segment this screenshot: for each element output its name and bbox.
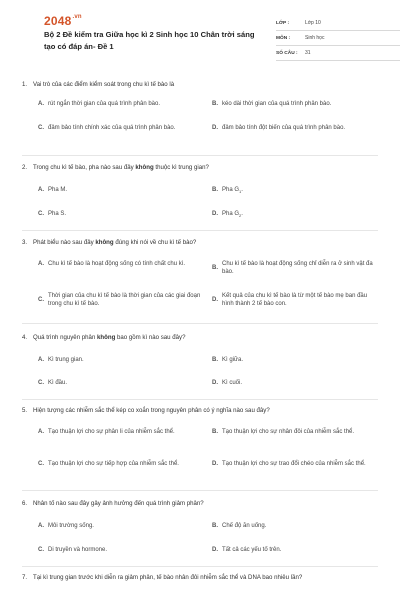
question-7 <box>22 574 378 583</box>
option-1c[interactable]: C. đảm bảo tính chính xác của quá trình phân bào. <box>38 125 176 131</box>
option-3d[interactable]: D. Kết quả của chu kì tế bào là từ một tế bào mẹ ban đầu hình thành 2 tế bào con. <box>212 293 368 308</box>
meta-value: Lớp 10 <box>305 20 321 26</box>
option-5a[interactable]: A. Tạo thuận lợi cho sự phân li của nhiễm sắc thể. <box>38 429 175 435</box>
question-6 <box>22 500 378 509</box>
meta-row-count <box>276 46 400 61</box>
option-5c[interactable]: C. Tạo thuận lợi cho sự tiếp hợp của nhiễm sắc thể. <box>38 461 179 467</box>
option-4d[interactable]: D. Kì cuối. <box>212 380 243 386</box>
site-logo[interactable]: $2048^{.vn}$ <box>44 14 82 28</box>
option-5d[interactable]: D. Tạo thuận lợi cho sự trao đổi chéo của nhiễm sắc thể. <box>212 461 366 467</box>
question-divider <box>22 490 378 491</box>
option-3b[interactable]: B. Chu kì tế bào là hoạt động sống chỉ diễn ra ở sinh vật đa bào. <box>212 261 373 276</box>
option-2c[interactable]: C. Pha S. <box>38 211 67 217</box>
question-number: 7. <box>22 574 28 581</box>
option-4a[interactable]: A. Kì trung gian. <box>38 357 84 363</box>
question-divider <box>22 230 378 231</box>
option-6d[interactable]: D. Tất cả các yếu tố trên. <box>212 547 282 553</box>
question-number: 1. <box>22 81 28 88</box>
meta-label: LỚP : <box>276 20 290 26</box>
question-number: 3. <box>22 239 28 246</box>
question-divider <box>22 155 378 156</box>
option-1a[interactable]: A. rút ngắn thời gian của quá trình phân bào. <box>38 101 161 107</box>
question-5 <box>22 407 378 416</box>
question-4 <box>22 334 378 343</box>
question-divider <box>22 399 378 400</box>
option-1b[interactable]: B. kéo dài thời gian của quá trình phân bào. <box>212 101 332 107</box>
question-2 <box>22 164 378 173</box>
question-3 <box>22 239 378 248</box>
document-header <box>22 0 378 68</box>
option-6a[interactable]: A. Môi trường sống. <box>38 523 94 529</box>
meta-value: Sinh học <box>305 35 325 41</box>
meta-row-class <box>276 16 400 31</box>
option-6c[interactable]: C. Di truyền và hormone. <box>38 547 108 553</box>
question-text: Vai trò của các điểm kiểm soát trong chu kì tế bào là <box>33 81 175 88</box>
meta-label: MÔN : <box>276 35 291 41</box>
question-text: Trong chu kì tế bào, pha nào sau đây không thuộc kì trung gian? <box>33 164 209 171</box>
option-5b[interactable]: B. Tạo thuận lợi cho sự nhân đôi của nhiễm sắc thể. <box>212 429 355 435</box>
question-number: 4. <box>22 334 28 341</box>
option-2a[interactable]: A. Pha M. <box>38 187 68 193</box>
meta-row-subject <box>276 31 400 46</box>
page-title: Bộ 2 Đề kiểm tra Giữa học kì 2 Sinh học 10 Chân trời sáng tạo có đáp án- Đề 1 <box>44 30 255 51</box>
question-1 <box>22 81 378 90</box>
option-2b[interactable]: B. Pha $G_1$. <box>212 187 243 195</box>
option-2d[interactable]: D. Pha $G_2$. <box>212 211 243 219</box>
question-text: Quá trình nguyên phân không bao gồm kì nào sau đây? <box>33 334 186 341</box>
question-number: 6. <box>22 500 28 507</box>
option-4b[interactable]: B. Kì giữa. <box>212 357 244 363</box>
option-1d[interactable]: D. đảm bảo tính đột biến của quá trình phân bào. <box>212 125 346 131</box>
option-3c[interactable]: C. Thời gian của chu kì tế bào là thời gian của các giai đoạn trong chu kì tế bào. <box>38 293 201 308</box>
option-4c[interactable]: C. Kì đầu. <box>38 380 68 386</box>
meta-value: 31 <box>305 50 311 56</box>
question-text: Hiện tượng các nhiễm sắc thể kép co xoắn trong nguyên phân có ý nghĩa nào sau đây? <box>33 407 270 414</box>
question-number: 5. <box>22 407 28 414</box>
option-3a[interactable]: A. Chu kì tế bào là hoạt động sống có tính chất chu kì. <box>38 261 186 267</box>
question-divider <box>22 323 378 324</box>
question-number: 2. <box>22 164 28 171</box>
question-text: Phát biểu nào sau đây không đúng khi nói về chu kì tế bào? <box>33 239 197 246</box>
option-6b[interactable]: B. Chế độ ăn uống. <box>212 523 267 529</box>
document-meta <box>276 16 400 61</box>
question-text: Nhân tố nào sau đây gây ảnh hưởng đến quá trình giảm phân? <box>33 500 204 507</box>
meta-label: SỐ CÂU : <box>276 50 298 56</box>
question-divider <box>22 566 378 567</box>
question-text: Tại kì trung gian trước khi diễn ra giảm phân, tế bào nhân đôi nhiễm sắc thể và DNA bao nhiêu lần? <box>33 574 303 581</box>
